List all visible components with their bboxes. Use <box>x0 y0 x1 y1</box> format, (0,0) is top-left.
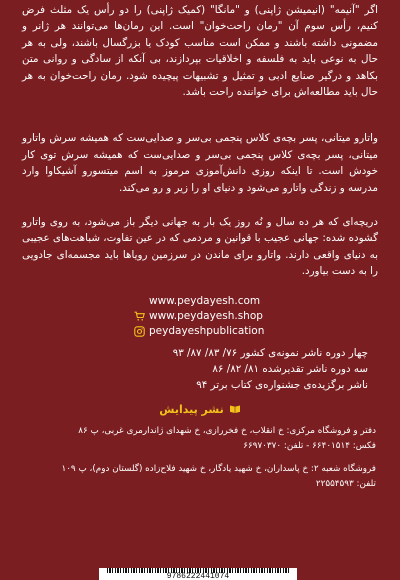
award-line-3: ناشر برگزیده‌ی جشنواره‌ی کتاب برتر ۹۴ <box>196 378 368 391</box>
website-link[interactable]: www.peydayesh.com <box>149 294 261 307</box>
cart-icon <box>134 311 145 322</box>
publisher-contacts <box>22 294 378 339</box>
publisher-logo <box>22 403 378 416</box>
publisher-name: نشر پیدایش <box>159 402 224 416</box>
instagram-row <box>134 324 378 339</box>
blurb-paragraph-2: واتارو میتانی، پسر بچه‌ی کلاس پنجمی بی‌سر و صدایی‌ست که همیشه سرش واتارو میتانی، پسر بچه‌ی کلاس پنجمی بی‌سر و صدایی‌ست که همیشه سرش توی کار خودش است. تا اینکه روزی دانش‌آموزی مرموز به اسم میتسورو آشیکاوا وارد مدرسه و زندگی واتارو می‌شود و دنیای او را زیر و رو می‌کند. <box>22 132 378 194</box>
publisher-addresses <box>22 424 378 493</box>
barcode-number: 9786222441074 <box>166 572 230 580</box>
isbn-barcode <box>99 568 297 580</box>
main-office-phone: فکس: ۶۶۴۰۱۵۱۴ - تلفن: ۶۶۹۷۰۳۷۰ <box>243 441 376 452</box>
book-logo-icon <box>229 404 241 414</box>
instagram-handle[interactable]: peydayeshpublication <box>149 324 265 337</box>
award-line-2: سه دوره ناشر تقدیرشده ۸۱/ ۸۲/ ۸۶ <box>212 362 368 375</box>
award-line-1: چهار دوره ناشر نمونه‌ی کشور ۷۶/ ۸۳/ ۸۷/ ۹۳ <box>172 346 368 359</box>
branch-phone: تلفن: ۲۲۵۵۴۵۹۳ <box>315 479 376 490</box>
website-row <box>134 294 378 309</box>
blurb-paragraph-1: اگر "آنیمه" (انیمیشن ژاپنی) و "مانگا" (کمیک ژاپنی) را دو رأس یک مثلث فرض کنیم، رأس سوم آن "رمان راحت‌خوان" است. این رمان‌ها می‌توانند هر ژانر و مضمونی داشته باشند و ممکن است مناسب کودک یا بزرگسال باشند، ولی به هر حال به نوعی باید به فلسفه و اخلاقیات بپردازند، بی آنکه از سادگی و روانی متن بکاهد و درگیر صنایع ادبی و تمثیل و تشبیهات پیچیده شود. رمان راحت‌خوان به هر حال باید مطالعه‌اش برای خواننده راحت باشد. <box>22 4 378 99</box>
main-office-address: دفتر و فروشگاه مرکزی: خ انقلاب، خ فخررازی، خ شهدای ژاندارمری غربی، پ ۸۶ <box>78 425 376 436</box>
instagram-icon <box>134 326 145 337</box>
shop-row <box>134 309 378 324</box>
publisher-awards <box>22 345 378 393</box>
branch-address: فروشگاه شعبه ۲: خ پاسداران، خ شهید یادگار، خ شهید فلاح‌زاده (گلستان دوم)، پ ۱۰۹ <box>61 463 376 474</box>
blurb-paragraph-3: دریچه‌ای که هر ده سال و نُه روز یک بار به جهانی دیگر باز می‌شود، به روی واتارو گشوده شده: جهانی عجیب با قوانین و مردمی که در عین تفاوت، شباهت‌های عجیبی به دنیای واقعی دارند. واتارو برای ماندن در سرزمین رویاها باید مجسمه‌ای جادویی را به دست بیاورد. <box>22 216 378 278</box>
shop-link[interactable]: www.peydayesh.shop <box>149 309 263 322</box>
